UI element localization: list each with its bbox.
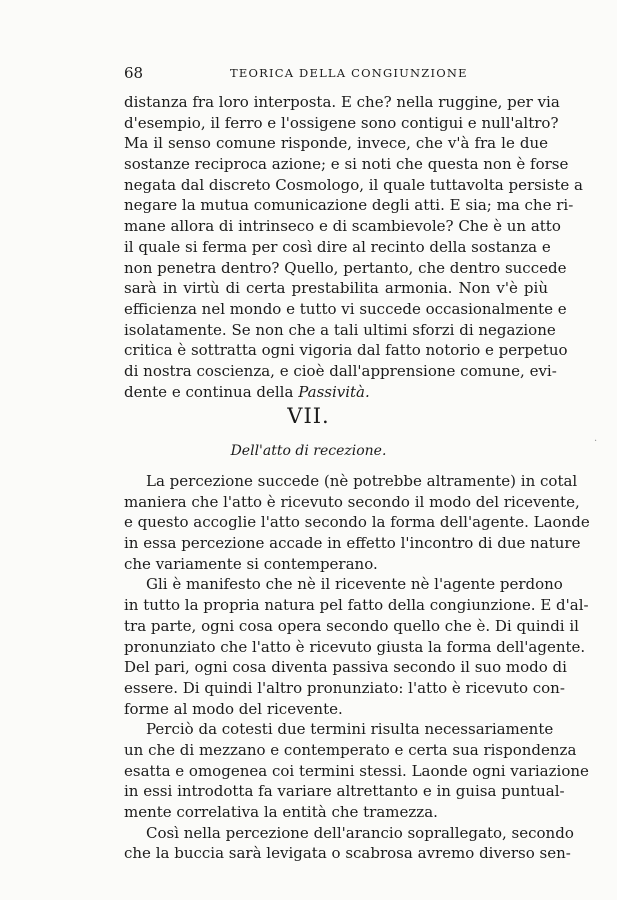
text-line: e questo accoglie l'atto secondo la forma dell'agente. Laonde <box>124 513 590 532</box>
text-line: Perciò da cotesti due termini risulta necessariamente <box>146 720 554 739</box>
text-line: essere. Di quindi l'altro pronunziato: l'atto è ricevuto con- <box>124 678 565 697</box>
page-header <box>124 64 548 84</box>
text-line: un che di mezzano e contemperato e certa sua rispondenza <box>124 740 577 759</box>
text-line: La percezione succede (nè potrebbe altramente) in cotal <box>146 472 578 490</box>
text-line: Del pari, ogni cosa diventa passiva secondo il suo modo di <box>124 658 567 677</box>
text-fragment: dente e continua della <box>124 382 299 401</box>
text-line: negare la mutua comunicazione degli atti. E sia; ma che ri- <box>124 196 574 215</box>
text-line: non penetra dentro? Quello, pertanto, che dentro succede <box>124 258 567 277</box>
text-line: esatta e omogenea coi termini stessi. Laonde ogni variazione <box>124 761 589 780</box>
text-line: distanza fra loro interposta. E che? nella ruggine, per via <box>124 93 560 111</box>
text-line: mane allora di intrinseco e di scambievole? Che è un atto <box>124 217 561 236</box>
text-line: isolatamente. Se non che a tali ultimi sforzi di negazione <box>124 320 556 339</box>
text-line: Così nella percezione dell'arancio soprallegato, secondo <box>146 823 574 842</box>
running-title: TEORICA DELLA CONGIUNZIONE <box>230 66 468 80</box>
text-line: sarà in virtù di certa prestabilita armonia. Non v'è più <box>124 279 548 298</box>
text-line: che variamente si contemperano. <box>124 554 378 573</box>
text-line: negata dal discreto Cosmologo, il quale tuttavolta persiste a <box>124 175 583 194</box>
text-line: pronunziato che l'atto è ricevuto giusta la forma dell'agente. <box>124 637 586 656</box>
text-line: in essa percezione accade in effetto l'incontro di due nature <box>124 534 581 553</box>
margin-mark: · <box>594 436 598 447</box>
text-line: forme al modo del ricevente. <box>124 699 343 718</box>
text-line: d'esempio, il ferro e l'ossigene sono contigui e null'altro? <box>124 113 559 132</box>
paragraph-continued <box>124 92 583 402</box>
text-line: mente correlativa la entità che tramezza. <box>124 803 438 821</box>
section-numeral: VII. <box>287 404 330 428</box>
section-subtitle: Dell'atto di recezione. <box>230 443 387 459</box>
text-line: che la buccia sarà levigata o scabrosa avremo diverso sen- <box>124 844 571 863</box>
text-line: in essi introdotta fa variare altrettanto e in guisa puntual- <box>124 782 565 801</box>
text-line: in tutto la propria natura pel fatto della congiunzione. E d'al- <box>124 596 589 615</box>
text-line: critica è sottratta ogni vigoria dal fatto notorio e perpetuo <box>124 341 568 360</box>
text-line: sostanze reciproca azione; e si noti che questa non è forse <box>124 155 569 174</box>
text-line-last <box>124 382 548 403</box>
text-line: tra parte, ogni cosa opera secondo quello che è. Di quindi il <box>124 616 579 635</box>
text-line: di nostra coscienza, e cioè dall'apprensione comune, evi- <box>124 361 557 380</box>
text-line: Gli è manifesto che nè il ricevente nè l'agente perdono <box>146 575 563 594</box>
text-line: Ma il senso comune risponde, invece, che v'à fra le due <box>124 134 548 153</box>
text-line: maniera che l'atto è ricevuto secondo il modo del ricevente, <box>124 492 580 511</box>
page-number: 68 <box>124 64 144 82</box>
italic-term: Passività. <box>298 382 370 401</box>
text-line: efficienza nel mondo e tutto vi succede occasionalmente e <box>124 299 567 318</box>
text-line: il quale si ferma per così dire al recinto della sostanza e <box>124 237 551 256</box>
section-body <box>124 471 590 864</box>
